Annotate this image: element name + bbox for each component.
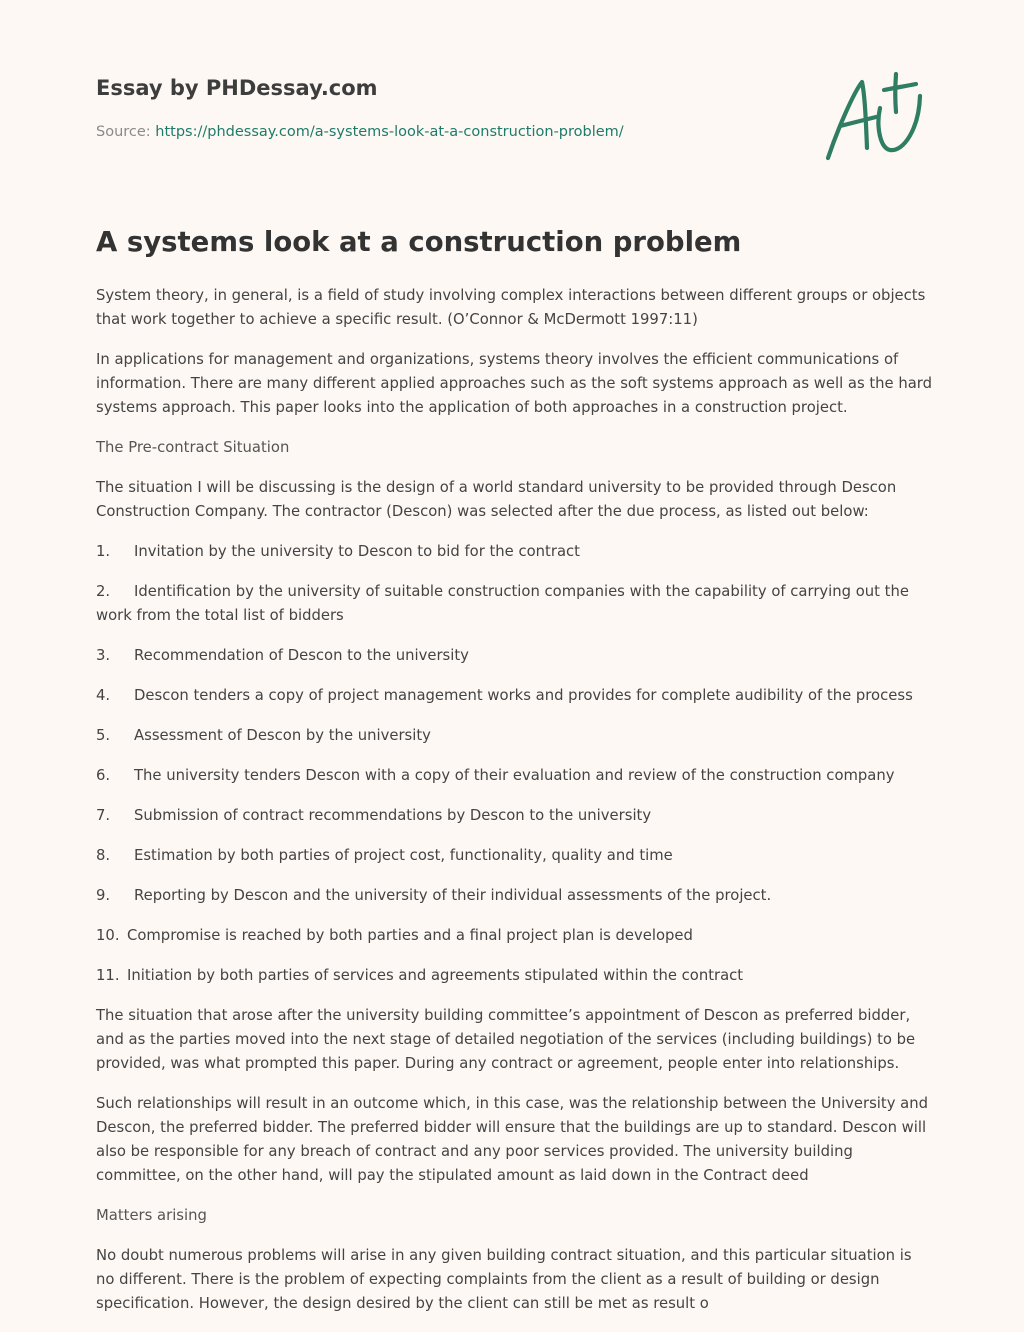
list-text: Invitation by the university to Descon to bid for the contract [134, 543, 580, 560]
list-number: 4. [96, 687, 111, 704]
list-number: 10. [96, 927, 120, 944]
a-plus-logo-icon [822, 68, 926, 166]
list-number: 5. [96, 727, 111, 744]
paragraph: In applications for management and organizations, systems theory involves the efficient communications of information. There are many different applied approaches such as the soft systems approach as well as the hard systems approach. This paper looks into the application of both approaches in a construction project. [96, 351, 933, 416]
paragraph: Such relationships will result in an outcome which, in this case, was the relationship between the University and Descon, the preferred bidder. The preferred bidder will ensure that the buildings are up to standard. Descon will also be responsible for any breach of contract and any poor services provided. The university building committee, on the other hand, will pay the stipulated amount as laid down in the Contract deed [96, 1095, 928, 1184]
page-title: A systems look at a construction problem [96, 226, 742, 258]
list-number: 6. [96, 767, 111, 784]
list-text: Recommendation of Descon to the university [134, 647, 469, 664]
list-item [96, 804, 934, 828]
list-text: Initiation by both parties of services and agreements stipulated within the contract [127, 967, 744, 984]
list-number: 1. [96, 543, 111, 560]
list-item [96, 884, 934, 908]
section-heading: Matters arising [96, 1207, 207, 1224]
list-text: Reporting by Descon and the university of their individual assessments of the project. [134, 887, 772, 904]
paragraph: The situation I will be discussing is the design of a world standard university to be provided through Descon Construction Company. The contractor (Descon) was selected after the due process, as listed out below: [96, 479, 897, 520]
list-number: 11. [96, 967, 120, 984]
list-text: Estimation by both parties of project cost, functionality, quality and time [134, 847, 673, 864]
list-text: The university tenders Descon with a copy of their evaluation and review of the construction company [134, 767, 895, 784]
list-text: Submission of contract recommendations by Descon to the university [134, 807, 652, 824]
list-item [96, 684, 934, 708]
list-item [96, 924, 934, 948]
essay-body [96, 284, 934, 1332]
list-number: 8. [96, 847, 111, 864]
list-number: 2. [96, 583, 111, 600]
list-text: Descon tenders a copy of project management works and provides for complete audibility of the process [134, 687, 913, 704]
list-item [96, 964, 934, 988]
list-number: 9. [96, 887, 111, 904]
paragraph: No doubt numerous problems will arise in any given building contract situation, and this particular situation is no different. There is the problem of expecting complaints from the client as a result of building or design specification. However, the design desired by the client can still be met as result o [96, 1247, 912, 1312]
section-heading: The Pre-contract Situation [96, 439, 290, 456]
list-item [96, 540, 934, 564]
source-line [96, 124, 624, 140]
list-item [96, 580, 934, 628]
list-number: 3. [96, 647, 111, 664]
paragraph: System theory, in general, is a field of study involving complex interactions between different groups or objects that work together to achieve a specific result. (O’Connor & McDermott 1997:11) [96, 287, 926, 328]
list-item [96, 844, 934, 868]
list-number: 7. [96, 807, 111, 824]
list-item [96, 724, 934, 748]
list-text: Compromise is reached by both parties and a final project plan is developed [127, 927, 693, 944]
list-item [96, 764, 934, 788]
paragraph: The situation that arose after the university building committee’s appointment of Descon as preferred bidder, and as the parties moved into the next stage of detailed negotiation of the services (including buildings) to be provided, was what prompted this paper. During any contract or agreement, people enter into relationships. [96, 1007, 916, 1072]
list-text: Assessment of Descon by the university [134, 727, 431, 744]
site-brand: Essay by PHDessay.com [96, 76, 378, 100]
list-text: Identification by the university of suitable construction companies with the capability of carrying out the work from the total list of bidders [96, 583, 909, 624]
list-item [96, 644, 934, 668]
source-label: Source: [96, 124, 151, 140]
source-link[interactable]: https://phdessay.com/a-systems-look-at-a-construction-problem/ [155, 124, 624, 140]
